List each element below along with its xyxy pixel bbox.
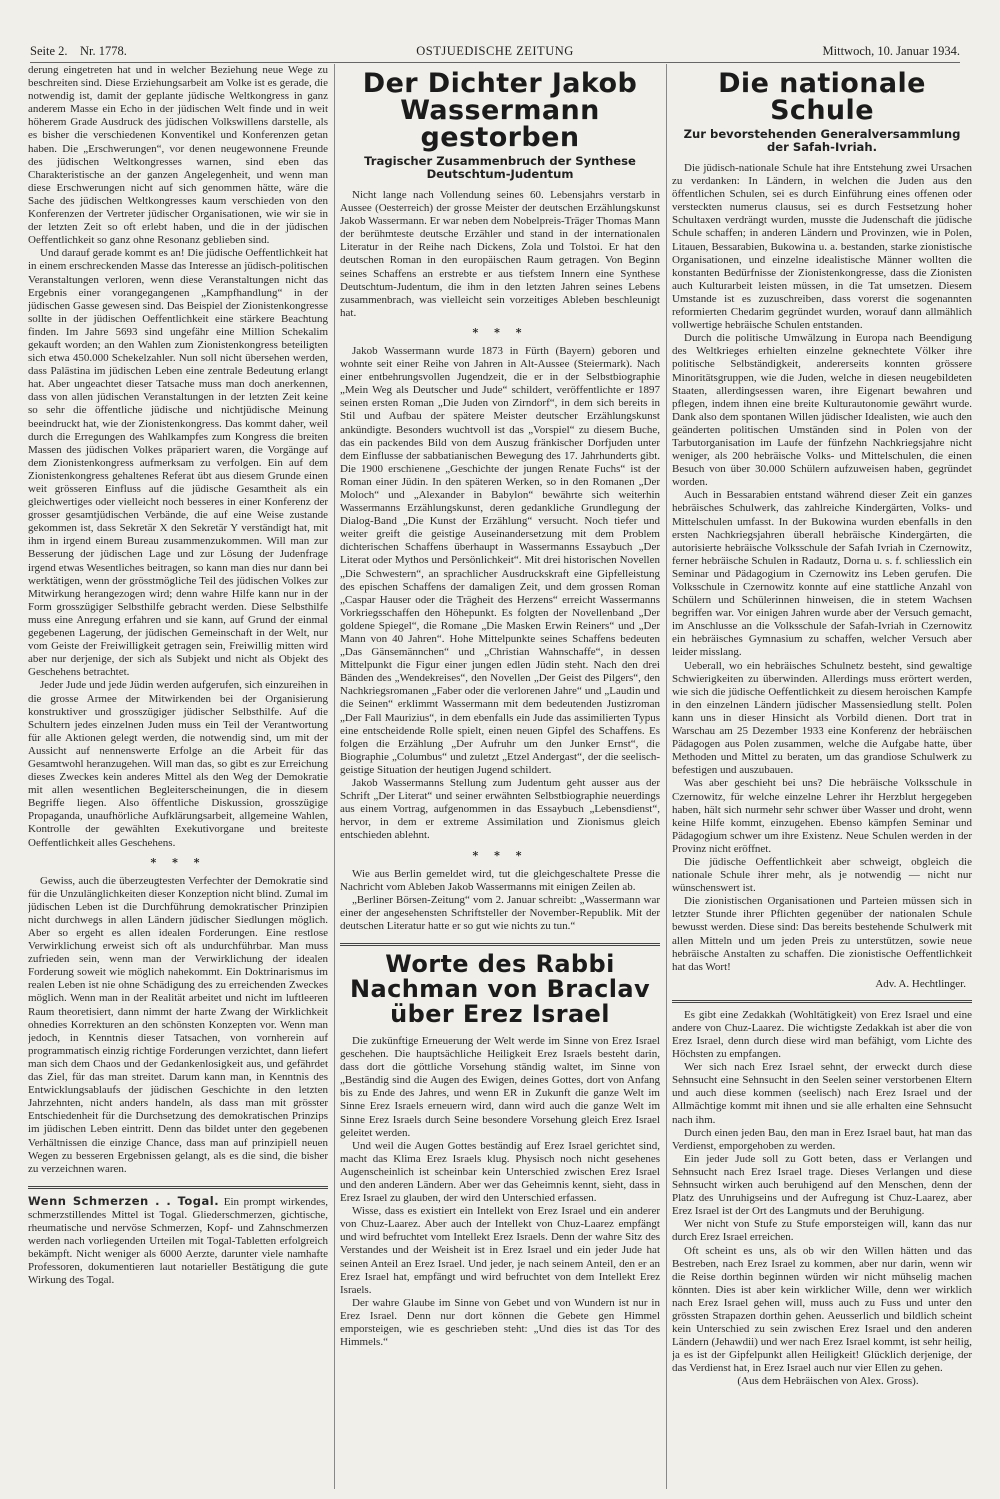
divider — [672, 1000, 972, 1003]
page-label: Seite 2. — [30, 44, 68, 58]
ad-headline: Wenn Schmerzen . . Togal. — [28, 1193, 220, 1208]
article-paragraph: Durch einen jeden Bau, den man in Erez Israel baut, hat man das Verdienst, emporgehoben zu werden. — [672, 1126, 972, 1152]
article-paragraph: Und darauf gerade kommt es an! Die jüdische Oeffentlichkeit hat in einem erschreckenden Masse das Interesse an jüdisch-politischen Veranstaltungen verloren, wenn diese Veranstaltungen nicht das Ergebnis einer vorangegangenen „Kampfhandlung“ in der jüdischen Gasse gewesen sind. Das Beispiel der Zionistenkongresse sollte in der jüdischen Oeffentlichkeit eine stärkere Beachtung finden. Im Jahre 5693 sind ungefähr eine Million Schekalim gekauft worden; an den Wahlen zum Zionistenkongress beteiligten sich etwa 450.000 Schekelzahler. Nun soll nicht übersehen werden, dass Palästina im jüdischen Leben eine zentrale Bedeutung erlangt hat. Aber ungeachtet dieser Tatsache muss man doch anerkennen, dass von allen jüdischen Veranstaltungen in der letzten Zeit keine so sehr die öffentliche jüdische und nichtjüdische Meinung beeindruckt hat, wie der Zionistenkongress. Das kommt daher, weil durch die Erregungen des Wahlkampfes zum Kongress die breiten Massen des jüdischen Volkes präpariert waren, die Vorgänge auf dem Zionistenkongress aufmerksam zu verfolgen. Ein auf dem Zionistenkongress gehaltenes Referat übt aus diesem Grunde einen weit grösseren Einfluss auf die jüdische Gesamtheit als ein gleichwertiges oder vielleicht noch besseres in einer Konferenz der grosser gesamtjüdischen Verbände, die auf eine Weise zustande gekommen ist, dass Sekretär X den Sekretär Y verständigt hat, mit ihm in irgend einem Bureau zusammenzukommen. Will man zur Besserung der jüdischen Lage und zur Lösung der Judenfrage irgend etwas Wesentliches beitragen, so kann man dies nur dann bei werktätigen, wenn der grösstmögliche Teil des jüdischen Volkes zur Mitwirkung herangezogen wird; denn wahre Hilfe kann nur in der Form grosszügiger Selbsthilfe gebracht werden. Diese Selbsthilfe muss eine Anregung erfahren und sie kann, auf Grund der einmal gegebenen Lagerung, der jüdischen Gemeinschaft in der Welt, nur vom Geiste der Freiwilligkeit getragen sein, Freiwillig mitten wird aber nur derjenige, der sich als Subjekt und nicht als Objekt des Geschehens betrachtet. — [28, 247, 328, 679]
school-article-title: Die nationale Schule — [718, 68, 926, 126]
article-paragraph: derung eingetreten hat und in welcher Beziehung neue Wege zu beschreiten sind. Diese Erziehungsarbeit am Volke ist es gerade, die notwendig ist, damit der geplante jüdische Weltkongress in ganz anderem Masse ein Echo in der jüdischen Welt finde und in weit höherem Grade Ausdruck des jüdischen Volkswillens darstelle, als es bisher die verschiedenen Konventikel und Konferenzen getan haben. Die „Erschwerungen“, vor denen neugewonnene Freunde des jüdischen Weltkongresses warnen, sind eben das Charakteristische an der ganzen Angelegenheit, und wenn man diese Erschwerungen nicht auf sich genommen hätte, wäre die Sache des jüdischen Weltkongresses kaum verschieden von den Konferenzen der Vertreter jüdischer Organisationen, wie wir sie in der letzten Zeit so oft erlebt haben, und die in der jüdischen Oeffentlichkeit so ganz ohne Resonanz geblieben sind. — [28, 64, 328, 247]
section-separator: * * * — [472, 848, 528, 862]
column-rule-left — [334, 64, 335, 1489]
article-paragraph: Ueberall, wo ein hebräisches Schulnetz besteht, sind gewaltige Schwierigkeiten zu überwinden. Allerdings muss erörtert werden, wie sich die jüdische Oeffentlichkeit zu diesem heroischen Kampfe in den einzelnen Ländern jüdischer Massensiedlung stellt. Polen kann uns in dieser Hinsicht als Vorbild dienen. Dort trat in Warschau am 25 Dezember 1933 eine Konferenz der hebräischen Pädagogen aus Polen zusammen, welche die Aufgabe hatte, über Methoden und Mittel zu beraten, um das grandiose Schulwerk zu befestigen und auszubauen. — [672, 659, 972, 777]
column-rule-right — [666, 64, 667, 1489]
article-paragraph: Nicht lange nach Vollendung seines 60. Lebensjahrs verstarb in Aussee (Oesterreich) der grosse Meister der deutschen Erzählungskunst Jakob Wassermann. Er war neben dem Nobelpreis-Träger Thomas Mann der berühmteste deutsche Erzähler und stand in der internationalen Literatur in der Reihe nach Dickens, Zola und Tolstoi. Er hat den deutschen Roman in den europäischen Raum getragen. Von Beginn seines Schaffens an erstrebte er aus tiefstem Innern eine Synthese Deutschtum-Judentum, die ihm in den letzten Jahren seines Lebens zusammenbrach, was vielleicht sein vorzeitiges Ableben beschleunigt hat. — [340, 189, 660, 319]
newspaper-name: OSTJUEDISCHE ZEITUNG — [416, 44, 574, 58]
school-article-subtitle: Zur bevorstehenden Generalversammlung der Safah-Ivriah. — [683, 127, 961, 154]
section-separator: * * * — [472, 325, 528, 339]
divider — [340, 943, 660, 946]
article-paragraph: Ein jeder Jude soll zu Gott beten, dass er Verlangen und Sehnsucht nach Erez Israel trage. Dieses Verlangen und diese Sehnsucht wirken auch beruhigend auf den Menschen, denn der Platz des Unruhigseins und der Aufregung ist Chuz-Laarez, aber Erez Israel ist der Ort des Langmuts und der Beruhigung. — [672, 1152, 972, 1218]
page-header — [30, 44, 960, 63]
issue-date: Mittwoch, 10. Januar 1934. — [822, 44, 960, 58]
wassermann-article-subtitle: Tragischer Zusammenbruch der Synthese Deutschtum-Judentum — [364, 154, 636, 181]
issue-number: Nr. 1778. — [80, 44, 127, 58]
togal-advertisement — [28, 1195, 328, 1288]
article-paragraph: Oft scheint es uns, als ob wir den Willen hätten und das Bestreben, nach Erez Israel zu kommen, aber nur darin, wenn wir die Reise dorthin beginnen würden wir nicht mühselig machen könnten. Dies ist aber kein wirklicher Wille, denn wer wirklich nach Erez Israel gehen will, muss auch zu Fuss und unter den grössten Strapazen dorthin gehen. Aeusserlich und bildlich scheint kein Unterschied zu sein zwischen Erez Israel und den anderen Ländern (Jehawdii) und wer nach Erez Israel kommt, ist sehr heilig, ja es ist der Gipfelpunkt allen Heiligkeit! Glücklich derjenige, der das Verdienst hat, in Erez Israel auch nur vier Ellen zu gehen. — [672, 1244, 972, 1375]
article-paragraph: Die jüdisch-nationale Schule hat ihre Entstehung zwei Ursachen zu verdanken: In Ländern, in welchen die Juden aus den öffentlichen Schulen, sei es durch Einführung eines offenen oder versteckten numerus clausus, sei es durch Festsetzung hoher Schultaxen verdrängt wurden, musste die Judenschaft die jüdische Schule schaffen; in anderen Ländern und Provinzen, wie in Polen, Litauen, Bessarabien, Bukowina u. a. bestanden, starke zionistische Organisationen, und einzelne idealistische Männer wollten die konstanten Bedürfnisse der Zionistenkongresse, dass die Zionisten auch Kulturarbeit leisten müssen, in die Tat umsetzen. Diesem Umstande ist es zuzuschreiben, dass vorerst die sogenannten reformierten Chedarim gegründet wurden, worauf dann allmählich vollwertige hebräische Schulen entstanden. — [672, 162, 972, 332]
column-right — [672, 64, 972, 1489]
article-paragraph: Jakob Wassermanns Stellung zum Judentum geht ausser aus der Schrift „Der Literat“ und seiner erwähnten Selbstbiographie neuerdings aus einem Vortrag, aufgenommen in das Essaybuch „Lebensdienst“, hervor, in dem er extreme Assimilation und Zionismus gleich entschieden ablehnt. — [340, 777, 660, 842]
section-separator: * * * — [150, 855, 206, 869]
article-paragraph: Und weil die Augen Gottes beständig auf Erez Israel gerichtet sind, macht das Klima Erez Israels klug. Physisch noch nicht gesehenes Augenscheinlich ist scheinbar kein Unterschied zwischen Erez Israel und den anderen Ländern. Aber wer das Geheimnis kennt, sieht, dass in Erez Israel zu glauben, der wird den Unterschied erfassen. — [340, 1139, 660, 1205]
article-paragraph: Die zionistischen Organisationen und Parteien müssen sich in letzter Stunde ihrer Pflichten gegenüber der nationalen Schule bewusst werden. Diese sind: Das bereits bestehende Schulwerk mit allen Mitteln und um jeden Preis zu unterstützen, sowie neue hebräische Anstalten zu schaffen. Die zionistische Oeffentlichkeit hat das Wort! — [672, 895, 972, 973]
article-paragraph: Jakob Wassermann wurde 1873 in Fürth (Bayern) geboren und wohnte seit einer Reihe von Jahren in Alt-Aussee (Steiermark). Nach einer entbehrungsvollen Jugendzeit, die er in der Selbstbiographie „Mein Weg als Deutscher und Jude“ schildert, veröffentlichte er 1897 seinen ersten Roman „Die Juden von Zirndorf“, in dem sich bereits in Stil und Aufbau der spätere Meister deutscher Erzählungskunst ankündigte. Besonders wuchtvoll ist das „Vorspiel“ zu diesem Buche, das ein packendes Bild von dem Auszug fränkischer Dorfjuden unter dem Einflusse der sabbatianischen Bewegung des 17. Jahrhunderts gibt. Die 1900 erschienene „Geschichte der jungen Renate Fuchs“ ist der Roman einer Jüdin. In den späteren Werken, so in den Romanen „Der Moloch“ und „Alexander in Babylon“ bewährte sich weiterhin Wassermanns Erzählungskunst, deren gedankliche Grundlegung der Dialog-Band „Die Kunst der Erzählung“ versucht. Noch tiefer und weiter greift die geistige Auseinandersetzung mit dem Problem dichterischen Schaffens überhaupt in Wassermanns Essaybuch „Der Literat oder Mythos und Persönlichkeit“. Mit drei historischen Novellen „Die Schwestern“, an sprachlicher Ausdruckskraft eine Gipfelleistung des epischen Schaffens der damaligen Zeit, und dem grossen Roman „Caspar Hauser oder die Trägheit des Herzens“ erreicht Wassermanns Vorkriegsschaffen den Höhepunkt. Es folgten der Novellenband „Der goldene Spiegel“, die Romane „Die Masken Erwin Reiners“ und „Der Mann von 40 Jahren“. Hohe Mittelpunkte seines Schaffens bedeuten „Das Gänsemännchen“ und „Christian Wahnschaffe“, in dessen Mittelpunkt die Figur einer jungen edlen Jüdin steht. Nach den drei Bänden des „Wendekreises“, den Novellen „Der Geist des Pilgers“, den Nachkriegsromanen „Faber oder die verlorenen Jahre“ und „Laudin und die Seinen“ erklimmt Wassermann mit dem bedeutenden Justizroman „Der Fall Maurizius“, in dem ebenfalls ein Jude das assimilierten Typus eine entscheidende Rolle spielt, einen neuen Gipfel des Schaffens. Es folgen die Erzählung „Der Aufruhr um den Junker Ernst“, die Biographie „Columbus“ und zuletzt „Etzel Andergast“, der die seelisch-geistige Situation der heutigen Jugend schildert. — [340, 344, 660, 776]
article-paragraph: „Berliner Börsen-Zeitung“ vom 2. Januar schreibt: „Wassermann war einer der angesehensten Schriftsteller der November-Republik. Mit der deutschen Literatur hatte er so gut wie nichts zu tun.“ — [340, 893, 660, 932]
article-paragraph: Durch die politische Umwälzung in Europa nach Beendigung des Weltkrieges erhielten einzelne geknechtete Völker ihre politische Selbständigkeit, andererseits konnten grössere Minoritätsgruppen, wie die Juden, welche in diesen neugebildeten Staaten, allerdingsessen waren, ihre Eigenart bewahren und pflegen, indem ihnen eine breite Kulturautonomie gewährt wurde. Dank also dem spontanen Willen jüdischer Idealisten, wie auch den geänderten politischen Umständen sind in Polen von der Tarbutorganisation im Laufe der fünfzehn Nachkriegsjahre nicht weniger, als 200 hebräische Volks- und Mittelschulen, die einen Besuch von über 30.000 Schülern aufzuweisen haben, gegründet worden. — [672, 332, 972, 489]
author-signature: Adv. A. Hechtlinger. — [875, 977, 966, 990]
column-left — [28, 64, 328, 1489]
article-paragraph: Der wahre Glaube im Sinne von Gebet und von Wundern ist nur in Erez Israel. Denn nur dort können die Gebete gen Himmel emporsteigen, wie es geschrieben steht: „Und dies ist das Tor des Himmels.“ — [340, 1296, 660, 1349]
divider — [28, 1186, 328, 1189]
article-paragraph: Jeder Jude und jede Jüdin werden aufgerufen, sich einzureihen in die grosse Armee der Mitwirkenden bei der Organisierung konstruktiver und grosszügiger jüdischer Selbsthilfe. Auf die Schultern jedes einzelnen Juden muss ein Teil der Verantwortung für alle Aktionen gelegt werden, die notwendig sind, um mit der Aussicht auf nennenswerte Erfolge an die Arbeit für das Gesamtwohl heranzugehen. Will man das, so gibt es zur Erreichung dieses Zweckes kein anderes Mittel als den Weg der Demokratie mit allen wesentlichen Begleiterscheinungen, die in diesem Begriffe liegen. Also öffentliche Diskussion, grosszügige Propaganda, unaufhörliche Aufklärungsarbeit, allgemeine Wahlen, Kontrolle der gewählten Exekutivorgane und breiteste Oeffentlichkeit alles Geschehens. — [28, 679, 328, 849]
article-paragraph: Die zukünftige Erneuerung der Welt werde im Sinne von Erez Israel geschehen. Die hauptsächliche Heiligkeit Erez Israels besteht darin, dass dort die göttliche Vorsehung ständig waltet, im Sinne von „Beständig sind die Augen des Ewigen, deines Gottes, dort von Anfang bis zu Ende des Jahres, und wenn ER in Zukunft die ganze Welt im Sinne Erez Israels erneuern wird, dann wird auch die ganze Welt im Sinne Erez Israels durch Seine besondere Vorsehung gleich Erez Israel geleitet werden. — [340, 1034, 660, 1139]
nachman-article-title: Worte des Rabbi Nachman von Braclav über Erez Israel — [349, 949, 651, 1028]
article-paragraph: Wie aus Berlin gemeldet wird, tut die gleichgeschaltete Presse die Nachricht vom Ableben Jakob Wassermanns mit einigen Zeilen ab. — [340, 867, 660, 893]
ad-text: Ein prompt wirkendes, schmerzstillendes Mittel ist Togal. Gliederschmerzen, gichtische, rheumatische und nervöse Schmerzen, Kopf- und Zahnschmerzen werden nach vorliegenden Urteilen mit Togal-Tabletten erfolgreich bekämpft. Nicht weniger als 6000 Aerzte, darunter viele namhafte Professoren, dokumentieren laut notarieller Bestätigung die gute Wirkung des Togal. — [28, 1195, 328, 1287]
article-paragraph: Die jüdische Oeffentlichkeit aber schweigt, obgleich die nationale Schule ihrer mehr, als je notwendig — nicht nur wünschenswert ist. — [672, 855, 972, 895]
article-paragraph: Auch in Bessarabien entstand während dieser Zeit ein ganzes hebräisches Schulwerk, das zahlreiche Kindergärten, Volks- und Mittelschulen umfasst. In der Bukowina wurden ebenfalls in den ersten Nachkriegsjahren überall hebräische Kindergärten, die autorisierte hebräische Volksschule der Safah Ivriah in Czernowitz, ferner hebräische Schulen in Radautz, Dorna u. s. f. schliesslich ein Seminar und Pädagogium in Czernowitz ins Leben gerufen. Die Volksschule in Czernowitz konnte auf eine stattliche Anzahl von Schülern und Schülerinnen hinweisen, die in stetem Wachsen begriffen war. Vor einigen Jahren wurde aber der Versuch gemacht, im Anschlusse an die Volksschule der Safah-Ivriah in Czernowitz ein hebräisches Gymnasium zu schaffen, welcher Versuch aber leider misslang. — [672, 489, 972, 659]
article-paragraph: Wer sich nach Erez Israel sehnt, der erweckt durch diese Sehnsucht eine Sehnsucht in den Seelen seiner verstorbenen Eltern und auch diese kommen (seelisch) nach Erez Israel und der Allmächtige kommt mit ihnen und sie alle erhalten eine Sehnsucht nach ihm. — [672, 1061, 972, 1126]
article-paragraph: Was aber geschieht bei uns? Die hebräische Volksschule in Czernowitz, für welche einzelne Lehrer ihr Herzblut hergegeben haben, hält sich nurmehr sehr schwer über Wasser und droht, wenn keine Hilfe kommt, einzugehen. Ebenso kämpfen Seminar und Pädagogium schwer um ihre Existenz. Neue Schulen werden in der Provinz nicht eröffnet. — [672, 777, 972, 855]
article-paragraph: Wer nicht von Stufe zu Stufe emporsteigen will, kann das nur durch Erez Israel erreichen. — [672, 1218, 972, 1244]
article-paragraph: Gewiss, auch die überzeugtesten Verfechter der Demokratie sind für die Unzulänglichkeiten dieser Konzeption nicht blind. Zumal im jüdischen Leben ist die Durchführung demokratischer Prinzipien nicht durchwegs in allen Ländern jüdischer Siedlungen möglich. Aber so ergeht es allen idealen Forderungen. Eine restlose Verwirklichung erweist sich oft als undurchführbar. Man muss zufrieden sein, wenn man der Verwirklichung der idealen Forderung soweit wie möglich nahekommt. Ein Doktrinarismus im realen Leben ist nie ohne Schädigung des zu erreichenden Zweckes möglich. Wenn man in der Realität arbeitet und nicht im luftleeren Raum theoretisiert, dann nimmt der harte Zwang der Wirklichkeit ohnedies Korrekturen an den schönsten Konzepten vor. Wenn man jedoch, in Kenntnis dieser Tatsachen, von vornherein auf programmatisch einzig richtige Forderungen verzichtet, dann liefert man sich dem Chaos und der Gedankenlosigkeit aus, und gefährdet das Ziel, für das man streitet. Darum kann man, in Kenntnis des Entwicklungsablaufs der jüdischen Geschichte in den letzten Jahrzehnten, nicht anders handeln, als dass man mit grösster Entschiedenheit für die Durchsetzung des demokratischen Prinzips im jüdischen Leben eintritt. Denn das bildet unter den gegebenen Verhältnissen die einzige Chance, dass man auf prinzipiell neuen Wegen zu besseren Ergebnissen gelangt, als es die sind, die bisher zu verzeichnen waren. — [28, 874, 328, 1175]
article-paragraph: Es gibt eine Zedakkah (Wohltätigkeit) von Erez Israel und eine andere von Chuz-Laarez. Die wichtigste Zedakkah ist aber die von Erez Israel, denn durch diese wird man befähigt, vom Lichte des Höchsten zu empfangen. — [672, 1008, 972, 1061]
translation-credit: (Aus dem Hebräischen von Alex. Gross). — [737, 1375, 919, 1388]
column-middle — [340, 64, 660, 1489]
wassermann-article-title: Der Dichter Jakob Wassermann gestorben — [362, 68, 638, 153]
article-paragraph: Wisse, dass es existiert ein Intellekt von Erez Israel und ein anderer von Chuz-Laarez. Aber auch der Intellekt von Chuz-Laarez empfängt und wird befruchtet vom Intellekt Erez Israels. Denn der wahre Sitz des Verstandes und der Weisheit ist in Erez Israel und ein jeder Jude hat seinen Anteil an Erez Israel. Und jeder, je nach seinem Anteil, den er an Erez Israel hat, empfängt und wird befruchtet von dem Intellekt Erez Israels. — [340, 1205, 660, 1296]
